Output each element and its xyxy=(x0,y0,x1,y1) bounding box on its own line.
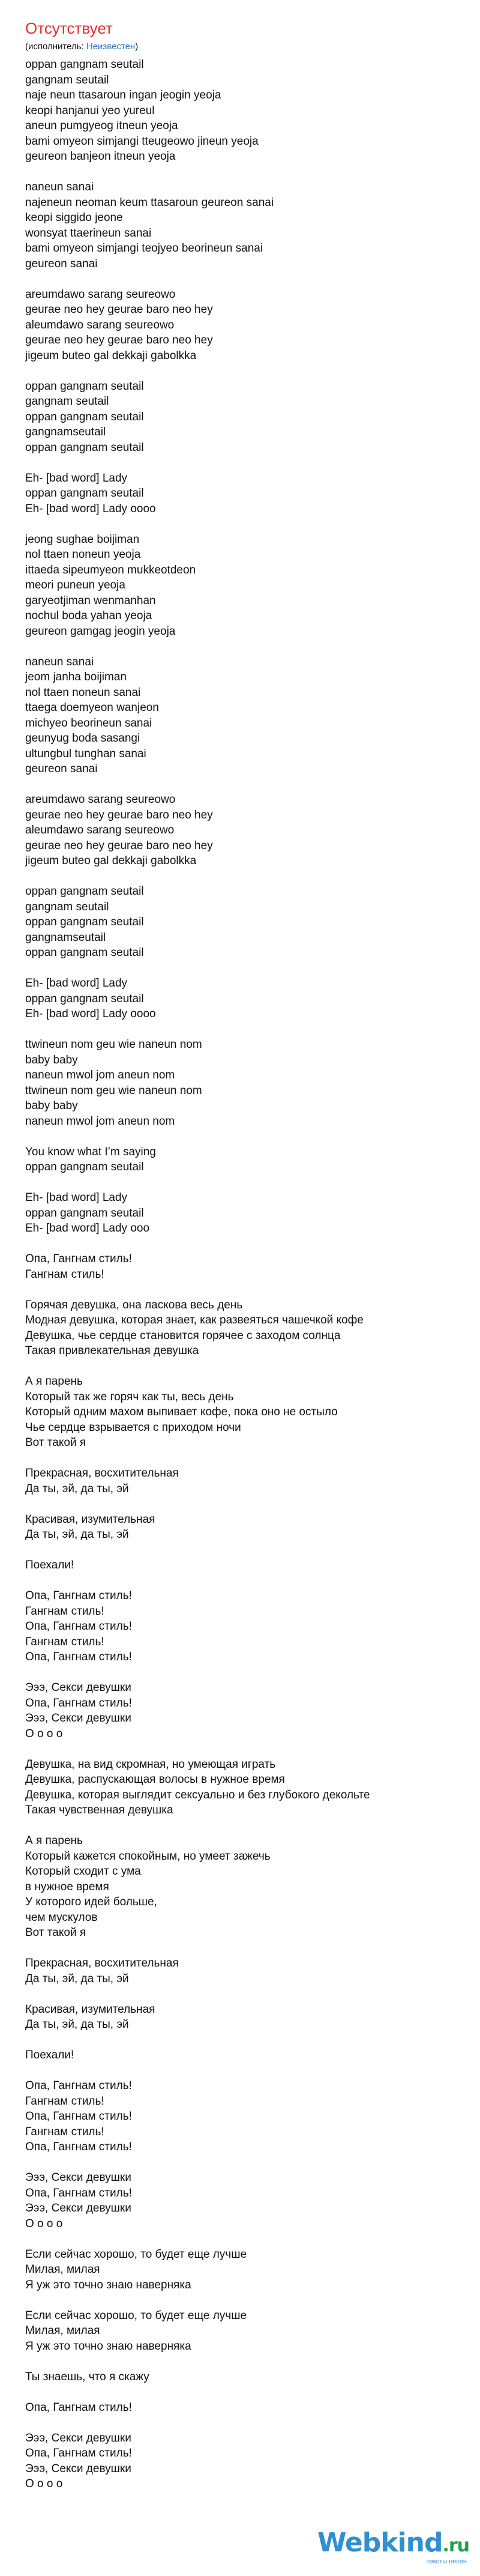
lyrics-line: Девушка, которая выглядит сексуально и без глубокого декольте xyxy=(25,1788,370,1801)
lyrics-line: Эээ, Секси девушки xyxy=(25,2171,131,2184)
lyrics-line: keopi hanjanui yeo yureul xyxy=(25,104,155,117)
lyrics-line: Eh- [bad word] Lady oooo xyxy=(25,502,156,515)
lyrics-line: bami omyeon simjangi tteugeowo jineun yeoja xyxy=(25,135,259,148)
lyrics-line: О о о о xyxy=(25,2478,63,2490)
lyrics-line: Опа, Гангнам стиль! xyxy=(25,2447,132,2460)
lyrics-line: Гангнам стиль! xyxy=(25,1268,104,1281)
lyrics-line: Эээ, Секси девушки xyxy=(25,1681,131,1694)
lyrics-line: Eh- [bad word] Lady ooo xyxy=(25,1222,150,1235)
lyrics-line: ttaega doemyeon wanjeon xyxy=(25,701,159,714)
lyrics-line: Милая, милая xyxy=(25,2324,100,2337)
lyrics-line: Девушка, чье сердце становится горячее с заходом солнца xyxy=(25,1329,341,1342)
lyrics-line: oppan gangnam seutail xyxy=(25,379,144,393)
lyrics-line: naneun sanai xyxy=(25,655,94,668)
lyrics-stanza xyxy=(25,2170,480,2231)
lyrics-line: naje neun ttasaroun ingan jeogin yeoja xyxy=(25,89,221,101)
lyrics-stanza xyxy=(25,1190,480,1236)
lyrics-line: geunyug boda sasangi xyxy=(25,732,140,745)
lyrics-line: Эээ, Секси девушки xyxy=(25,2431,131,2444)
lyrics-stanza xyxy=(25,1144,480,1175)
lyrics-line: Вот такой я xyxy=(25,1926,86,1939)
lyrics-line: geureon sanai xyxy=(25,763,98,775)
lyrics-line: А я парень xyxy=(25,1834,83,1847)
lyrics-line: baby baby xyxy=(25,1099,78,1112)
lyrics-stanza xyxy=(25,379,480,456)
lyrics-line: gangnam seutail xyxy=(25,900,109,913)
lyrics-line: Я уж это точно знаю наверняка xyxy=(25,2339,191,2353)
lyrics-stanza xyxy=(25,1680,480,1741)
lyrics-line: naneun sanai xyxy=(25,181,94,193)
lyrics-line: Если сейчас хорошо, то будет еще лучше xyxy=(25,2248,247,2261)
lyrics-line: nochul boda yahan yeoja xyxy=(25,609,152,622)
lyrics-line: jeom janha boijiman xyxy=(25,671,127,683)
lyrics-line: Который одним махом выпивает кофе, пока оно не остыло xyxy=(25,1406,338,1418)
lyrics-line: Эээ, Секси девушки xyxy=(25,1712,131,1725)
lyrics-stanza xyxy=(25,1757,480,1818)
credit-prefix: (исполнитель: xyxy=(25,41,86,52)
lyrics-line: Милая, милая xyxy=(25,2263,100,2276)
lyrics-line: Девушка, распускающая волосы в нужное время xyxy=(25,1773,285,1786)
lyrics-line: Который так же горяч как ты, весь день xyxy=(25,1390,234,1403)
lyrics-line: Опа, Гангнам стиль! xyxy=(25,2141,132,2153)
lyrics-stanza xyxy=(25,1588,480,1665)
lyrics-line: oppan gangnam seutail xyxy=(25,58,144,71)
lyrics-line: aleumdawo sarang seureowo xyxy=(25,824,175,836)
lyrics-line: oppan gangnam seutail xyxy=(25,946,144,959)
lyrics-stanza xyxy=(25,1558,480,1573)
lyrics-line: Ты знаешь, что я скажу xyxy=(25,2370,149,2383)
lyrics-stanza xyxy=(25,1466,480,1496)
lyrics-line: garyeotjiman wenmanhan xyxy=(25,594,156,607)
lyrics-line: geurae neo hey geurae baro neo hey xyxy=(25,334,213,346)
lyrics-line: oppan gangnam seutail xyxy=(25,410,144,423)
lyrics-stanza xyxy=(25,2247,480,2293)
lyrics-line: nol ttaen noneun sanai xyxy=(25,686,141,699)
lyrics-stanza xyxy=(25,2308,480,2354)
lyrics-line: ultungbul tunghan sanai xyxy=(25,747,146,760)
lyrics-line: Эээ, Секси девушки xyxy=(25,2462,131,2475)
lyrics-line: oppan gangnam seutail xyxy=(25,916,144,928)
lyrics-line: areumdawo sarang seureowo xyxy=(25,288,176,301)
lyrics-line: Горячая девушка, она ласкова весь день xyxy=(25,1298,243,1311)
lyrics-line: чем мускулов xyxy=(25,1911,98,1924)
lyrics-line: meori puneun yeoja xyxy=(25,579,125,591)
lyrics-line: Чье сердце взрывается с приходом ночи xyxy=(25,1421,241,1434)
lyrics-line: Модная девушка, которая знает, как развеяться чашечкой кофе xyxy=(25,1314,364,1326)
credit-suffix: ) xyxy=(135,41,139,52)
lyrics-stanza xyxy=(25,2431,480,2492)
lyrics-line: Да ты, эй, да ты, эй xyxy=(25,1972,129,1985)
logo-tld: .ru xyxy=(442,2535,469,2556)
lyrics-line: Эээ, Секси девушки xyxy=(25,2202,131,2215)
lyrics-body xyxy=(25,57,480,2492)
lyrics-stanza xyxy=(25,976,480,1022)
lyrics-line: А я парень xyxy=(25,1375,83,1388)
lyrics-line: wonsyat ttaerineun sanai xyxy=(25,226,152,240)
lyrics-stanza xyxy=(25,2078,480,2155)
lyrics-line: Такая привлекательная девушка xyxy=(25,1344,199,1357)
lyrics-line: Опа, Гангнам стиль! xyxy=(25,2110,132,2123)
lyrics-line: Eh- [bad word] Lady xyxy=(25,977,128,990)
lyrics-line: oppan gangnam seutail xyxy=(25,1206,144,1220)
lyrics-line: geureon gamgag jeogin yeoja xyxy=(25,624,176,638)
logo-tagline: тексты песен xyxy=(426,2558,467,2565)
lyrics-line: Девушка, на вид скромная, но умеющая играть xyxy=(25,1758,276,1771)
lyrics-line: Опа, Гангнам стиль! xyxy=(25,1651,132,1663)
lyrics-line: Опа, Гангнам стиль! xyxy=(25,2401,132,2414)
lyrics-stanza xyxy=(25,2048,480,2063)
lyrics-line: ttwineun nom geu wie naneun nom xyxy=(25,1038,202,1051)
lyrics-line: ttwineun nom geu wie naneun nom xyxy=(25,1084,202,1097)
lyrics-stanza xyxy=(25,471,480,517)
lyrics-line: Опа, Гангнам стиль! xyxy=(25,1620,132,1633)
lyrics-line: Прекрасная, восхитительная xyxy=(25,1467,179,1480)
lyrics-line: Гангнам стиль! xyxy=(25,2125,104,2138)
lyrics-line: Eh- [bad word] Lady oooo xyxy=(25,1008,156,1020)
lyrics-line: geureon sanai xyxy=(25,257,98,270)
lyrics-line: geurae neo hey geurae baro neo hey xyxy=(25,808,213,821)
lyrics-line: Я уж это точно знаю наверняка xyxy=(25,2278,191,2291)
lyrics-stanza xyxy=(25,1833,480,1941)
lyrics-line: Который кажется спокойным, но умеет зажечь xyxy=(25,1849,271,1863)
lyrics-line: najeneun neoman keum ttasaroun geureon sanai xyxy=(25,196,274,209)
lyrics-line: bami omyeon simjangi teojyeo beorineun sanai xyxy=(25,242,263,255)
lyrics-line: Опа, Гангнам стиль! xyxy=(25,1696,132,1710)
lyrics-stanza xyxy=(25,287,480,364)
lyrics-line: Вот такой я xyxy=(25,1436,86,1449)
lyrics-stanza xyxy=(25,1956,480,1986)
lyrics-line: aleumdawo sarang seureowo xyxy=(25,318,175,331)
lyrics-line: Такая чувственная девушка xyxy=(25,1804,173,1816)
lyrics-line: You know what I’m saying xyxy=(25,1145,156,1158)
lyrics-line: Да ты, эй, да ты, эй xyxy=(25,1482,129,1495)
lyrics-stanza xyxy=(25,1251,480,1282)
logo-main: Webkind xyxy=(317,2527,443,2558)
lyrics-line: Eh- [bad word] Lady xyxy=(25,471,128,485)
lyrics-line: О о о о xyxy=(25,2217,63,2230)
lyrics-line: Да ты, эй, да ты, эй xyxy=(25,1528,129,1541)
lyrics-stanza xyxy=(25,792,480,869)
lyrics-line: О о о о xyxy=(25,1727,63,1740)
lyrics-line: geurae neo hey geurae baro neo hey xyxy=(25,839,213,852)
lyrics-stanza xyxy=(25,532,480,639)
lyrics-line: naneun mwol jom aneun nom xyxy=(25,1069,175,1081)
lyrics-stanza xyxy=(25,1512,480,1543)
lyrics-line: oppan gangnam seutail xyxy=(25,992,144,1005)
lyrics-stanza xyxy=(25,180,480,271)
lyrics-line: oppan gangnam seutail xyxy=(25,1161,144,1173)
lyrics-line: Опа, Гангнам стиль! xyxy=(25,2186,132,2200)
lyrics-line: gangnamseutail xyxy=(25,931,106,944)
lyrics-line: baby baby xyxy=(25,1053,78,1066)
lyrics-line: geurae neo hey geurae baro neo hey xyxy=(25,303,213,316)
lyrics-line: У которого идей больше, xyxy=(25,1896,157,1908)
lyrics-line: gangnamseutail xyxy=(25,426,106,438)
lyrics-line: Да ты, эй, да ты, эй xyxy=(25,2018,129,2031)
site-logo[interactable] xyxy=(317,2527,469,2569)
lyrics-stanza xyxy=(25,57,480,165)
lyrics-line: michyeo beorineun sanai xyxy=(25,716,152,730)
lyrics-line: jeong sughae boijiman xyxy=(25,533,140,546)
song-title: Отсутствует xyxy=(25,19,113,37)
logo-wordmark xyxy=(317,2527,469,2562)
lyrics-line: aneun pumgyeog itneun yeoja xyxy=(25,119,178,132)
lyrics-line: Прекрасная, восхитительная xyxy=(25,1957,179,1970)
lyrics-line: Красивая, изумительная xyxy=(25,1513,155,1526)
lyrics-line: Гангнам стиль! xyxy=(25,2094,104,2108)
lyrics-line: jigeum buteo gal dekkaji gabolkka xyxy=(25,349,197,362)
lyrics-stanza xyxy=(25,1037,480,1129)
artist-link[interactable]: Неизвестен xyxy=(86,41,136,52)
lyrics-line: oppan gangnam seutail xyxy=(25,441,144,454)
lyrics-stanza xyxy=(25,2002,480,2033)
lyrics-line: geureon banjeon itneun yeoja xyxy=(25,150,176,163)
lyrics-stanza xyxy=(25,655,480,777)
lyrics-line: Опа, Гангнам стиль! xyxy=(25,1589,132,1602)
lyrics-line: keopi siggido jeone xyxy=(25,211,123,224)
lyrics-line: nol ttaen noneun yeoja xyxy=(25,548,141,561)
lyrics-line: gangnam seutail xyxy=(25,73,109,86)
lyrics-line: Если сейчас хорошо, то будет еще лучше xyxy=(25,2309,247,2322)
lyrics-line: Гангнам стиль! xyxy=(25,1635,104,1648)
lyrics-stanza xyxy=(25,884,480,961)
lyrics-line: ittaeda sipeumyeon mukkeotdeon xyxy=(25,563,196,576)
lyrics-line: oppan gangnam seutail xyxy=(25,885,144,898)
lyrics-line: Поехали! xyxy=(25,2049,74,2061)
lyrics-line: в нужное время xyxy=(25,1880,109,1893)
lyrics-stanza xyxy=(25,1298,480,1359)
lyrics-stanza xyxy=(25,2369,480,2385)
lyrics-line: Который сходит с ума xyxy=(25,1865,141,1878)
lyrics-line: Красивая, изумительная xyxy=(25,2003,155,2016)
lyrics-line: Гангнам стиль! xyxy=(25,1604,104,1618)
lyrics-line: oppan gangnam seutail xyxy=(25,487,144,500)
lyrics-line: Опа, Гангнам стиль! xyxy=(25,1253,132,1265)
lyrics-stanza xyxy=(25,2400,480,2416)
lyrics-line: Поехали! xyxy=(25,1559,74,1571)
lyrics-stanza xyxy=(25,1374,480,1451)
lyrics-line: gangnam seutail xyxy=(25,395,109,408)
lyrics-line: Eh- [bad word] Lady xyxy=(25,1191,128,1204)
lyrics-line: naneun mwol jom aneun nom xyxy=(25,1114,175,1128)
lyrics-line: areumdawo sarang seureowo xyxy=(25,793,176,806)
lyrics-line: Опа, Гангнам стиль! xyxy=(25,2079,132,2092)
lyrics-line: jigeum buteo gal dekkaji gabolkka xyxy=(25,854,197,867)
artist-credit xyxy=(25,41,480,53)
